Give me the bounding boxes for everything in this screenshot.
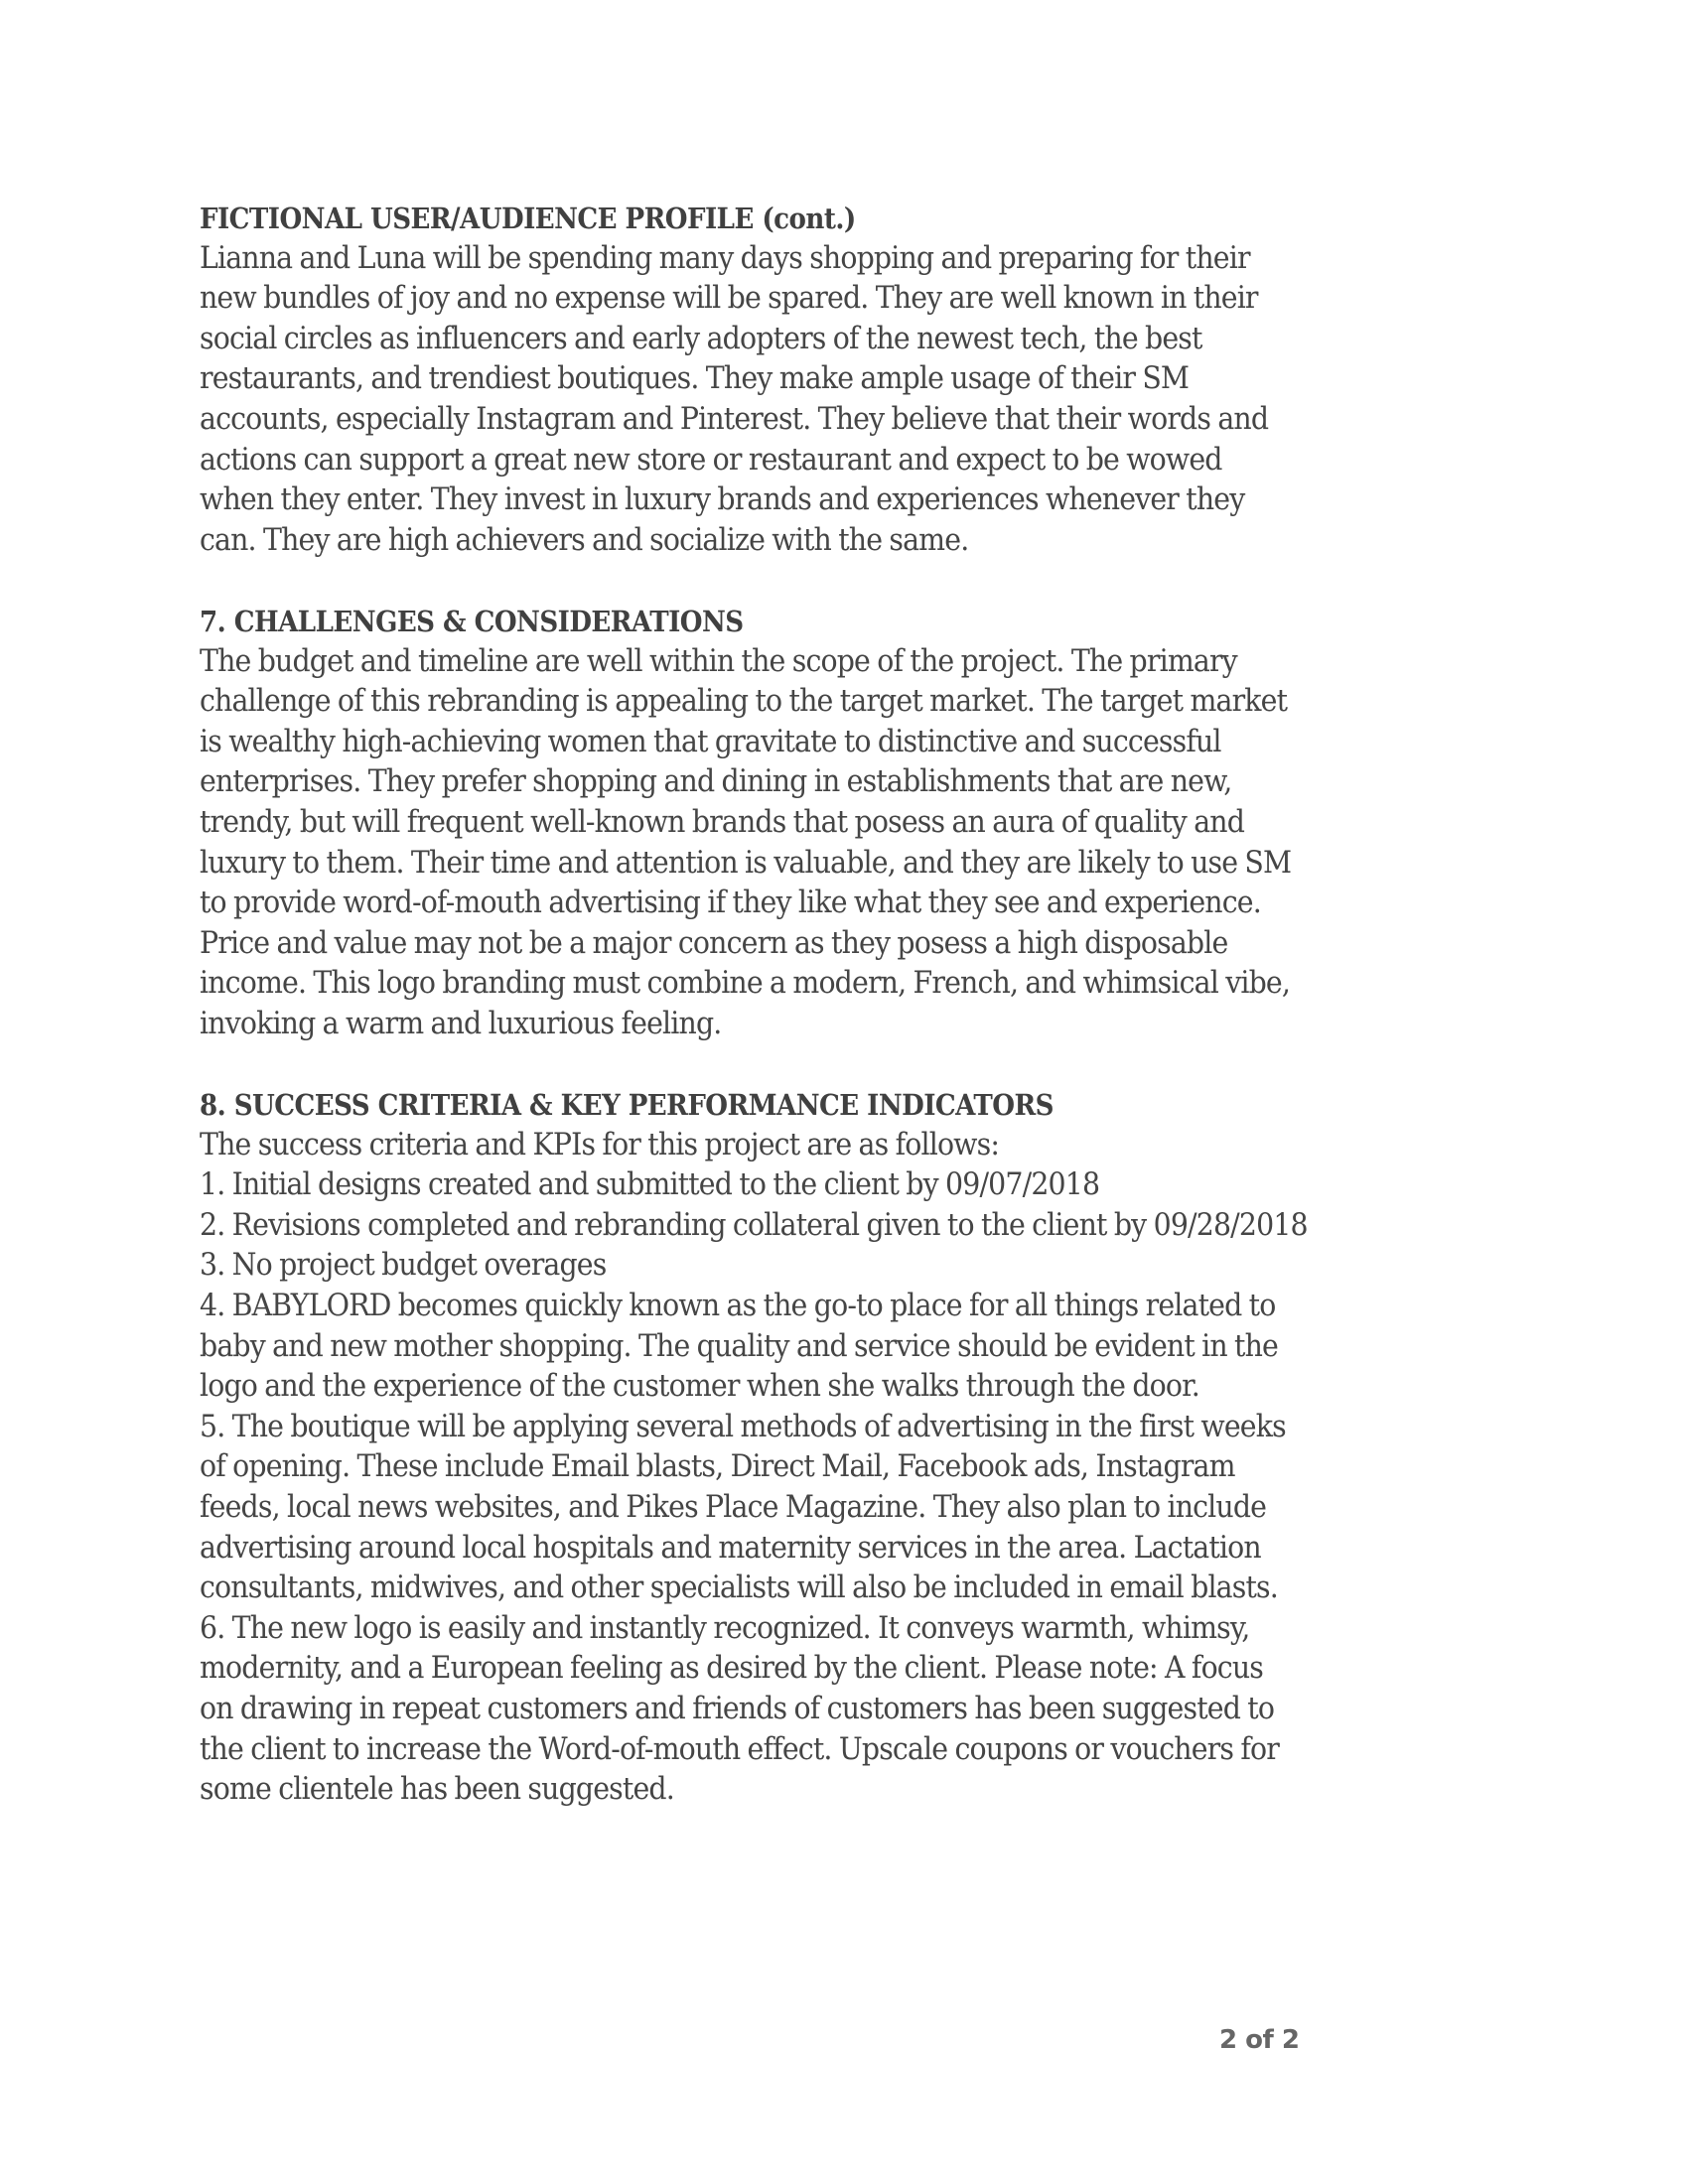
list-item-line: 6. The new logo is easily and instantly recognized. It conveys warmth, whimsy, [200,1610,1250,1646]
paragraph-line: new bundles of joy and no expense will be spared. They are well known in their [200,281,1258,317]
list-item-line: advertising around local hospitals and maternity services in the area. Lactation [200,1530,1261,1566]
paragraph-line: The success criteria and KPIs for this project are as follows: [200,1127,1000,1162]
paragraph-line: when they enter. They invest in luxury brands and experiences whenever they [200,482,1245,518]
list-item-line: modernity, and a European feeling as desired by the client. Please note: A focus [200,1651,1264,1687]
paragraph-line: luxury to them. Their time and attention is valuable, and they are likely to use SM [200,845,1292,881]
paragraph-line: restaurants, and trendiest boutiques. They make ample usage of their SM [200,361,1190,397]
paragraph-line: Price and value may not be a major concern as they posess a high disposable [200,925,1228,961]
list-item-line: logo and the experience of the customer when she walks through the door. [200,1369,1199,1405]
section-audience-profile [200,199,1510,561]
paragraph-line: trendy, but will frequent well-known brands that posess an aura of quality and [200,804,1245,840]
list-item-line: 4. BABYLORD becomes quickly known as the go-to place for all things related to [200,1289,1276,1324]
section-challenges [200,602,1510,1045]
list-item-line: 2. Revisions completed and rebranding collateral given to the client by 09/28/2018 [200,1207,1308,1243]
list-item-line: consultants, midwives, and other specialists will also be included in email blasts. [200,1570,1278,1606]
list-item-line: 5. The boutique will be applying several methods of advertising in the first weeks [200,1409,1286,1444]
paragraph-line: social circles as influencers and early adopters of the newest tech, the best [200,321,1202,356]
spacer [200,561,1510,602]
paragraph-line: is wealthy high-achieving women that gravitate to distinctive and successful [200,724,1221,759]
section-heading: 7. CHALLENGES & CONSIDERATIONS [200,604,744,638]
spacer [200,1044,1510,1085]
list-item-line: the client to increase the Word-of-mouth effect. Upscale coupons or vouchers for [200,1731,1279,1767]
paragraph-line: challenge of this rebranding is appealing to the target market. The target market [200,684,1288,720]
list-item-line: some clientele has been suggested. [200,1772,674,1808]
list-item-line: 1. Initial designs created and submitted to the client by 09/07/2018 [200,1167,1100,1203]
paragraph-line: enterprises. They prefer shopping and dining in establishments that are new, [200,764,1232,800]
list-item-line: on drawing in repeat customers and friends of customers has been suggested to [200,1691,1275,1726]
paragraph-line: invoking a warm and luxurious feeling. [200,1006,722,1041]
section-heading: FICTIONAL USER/AUDIENCE PROFILE (cont.) [200,202,856,235]
paragraph-line: income. This logo branding must combine a modern, French, and whimsical vibe, [200,966,1291,1002]
paragraph-line: accounts, especially Instagram and Pinterest. They believe that their words and [200,401,1269,437]
paragraph-line: actions can support a great new store or restaurant and expect to be wowed [200,442,1222,478]
list-item-line: feeds, local news websites, and Pikes Place Magazine. They also plan to include [200,1490,1267,1525]
list-item-line: baby and new mother shopping. The quality and service should be evident in the [200,1328,1278,1364]
paragraph-line: to provide word-of-mouth advertising if they like what they see and experience. [200,886,1261,921]
paragraph-line: Lianna and Luna will be spending many days shopping and preparing for their [200,240,1250,276]
paragraph-line: can. They are high achievers and socialize with the same. [200,522,969,558]
list-item-line: of opening. These include Email blasts, Direct Mail, Facebook ads, Instagram [200,1449,1235,1485]
section-success-criteria [200,1085,1510,1811]
section-heading: 8. SUCCESS CRITERIA & KEY PERFORMANCE INDICATORS [200,1088,1054,1123]
page-content [200,199,1510,1811]
page-number: 2 of 2 [1219,2025,1300,2055]
list-item-line: 3. No project budget overages [200,1248,607,1284]
paragraph-line: The budget and timeline are well within the scope of the project. The primary [200,643,1237,679]
